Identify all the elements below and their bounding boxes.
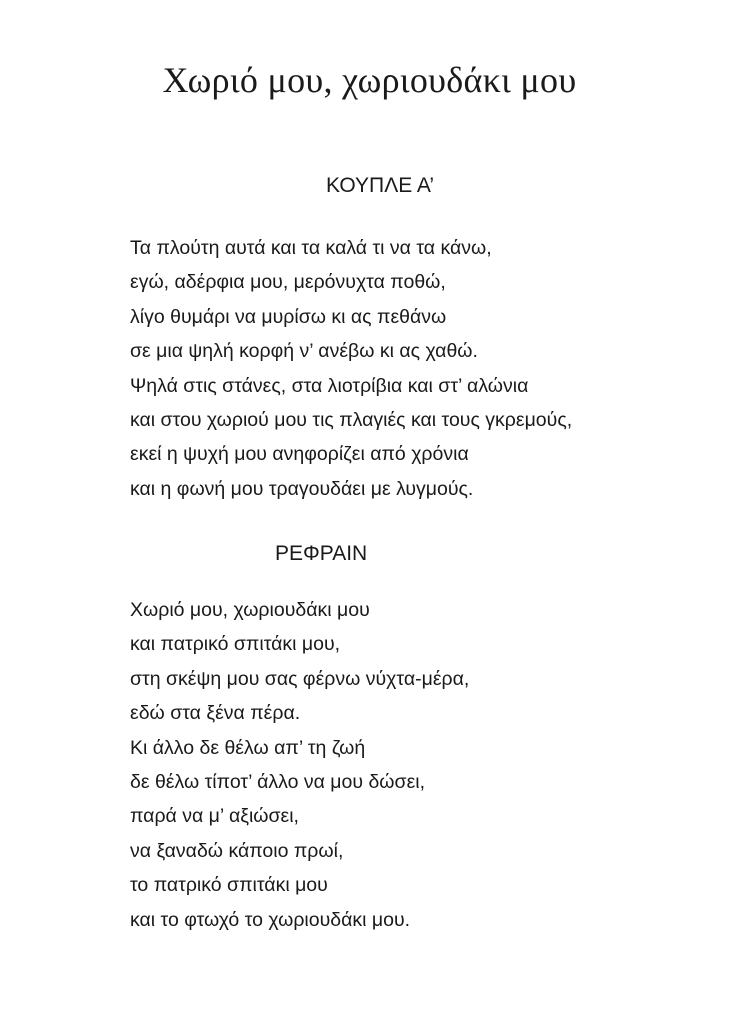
refrain-line: Κι άλλο δε θέλω απ’ τη ζωή xyxy=(130,736,366,759)
verse-line: και στου χωριού μου τις πλαγιές και τους γκρεμούς, xyxy=(130,408,573,431)
verse-line: Ψηλά στις στάνες, στα λιοτρίβια και στ’ αλώνια xyxy=(130,374,529,397)
refrain-heading: ΡΕΦΡΑΙΝ xyxy=(275,542,368,565)
refrain-line: Χωριό μου, χωριουδάκι μου xyxy=(130,599,370,621)
song-title: Χωριό μου, χωριουδάκι μου xyxy=(162,60,577,100)
verse-line: εγώ, αδέρφια μου, μερόνυχτα ποθώ, xyxy=(130,271,446,294)
verse-line: εκεί η ψυχή μου ανηφορίζει από χρόνια xyxy=(130,443,469,466)
refrain-stanza xyxy=(130,593,469,937)
refrain-line: στη σκέψη μου σας φέρνω νύχτα-μέρα, xyxy=(130,667,470,690)
verse-line: λίγο θυμάρι να μυρίσω κι ας πεθάνω xyxy=(130,305,447,328)
verse-line: σε μια ψηλή κορφή ν’ ανέβω κι ας χαθώ. xyxy=(130,340,478,363)
refrain-line: το πατρικό σπιτάκι μου xyxy=(130,874,328,897)
verse-line: και η φωνή μου τραγουδάει με λυγμούς. xyxy=(130,477,474,500)
verse-stanza xyxy=(130,231,572,506)
refrain-line: να ξαναδώ κάποιο πρωί, xyxy=(130,839,344,862)
refrain-line: δε θέλω τίποτ’ άλλο να μου δώσει, xyxy=(130,770,426,793)
refrain-line: εδώ στα ξένα πέρα. xyxy=(130,702,301,725)
refrain-line: και πατρικό σπιτάκι μου, xyxy=(130,633,341,656)
refrain-line: παρά να μ’ αξιώσει, xyxy=(130,805,299,828)
verse-line: Τα πλούτη αυτά και τα καλά τι να τα κάνω, xyxy=(130,237,492,259)
verse-heading: ΚΟΥΠΛΕ Α’ xyxy=(326,174,435,197)
refrain-line: και το φτωχό το χωριουδάκι μου. xyxy=(130,908,411,931)
